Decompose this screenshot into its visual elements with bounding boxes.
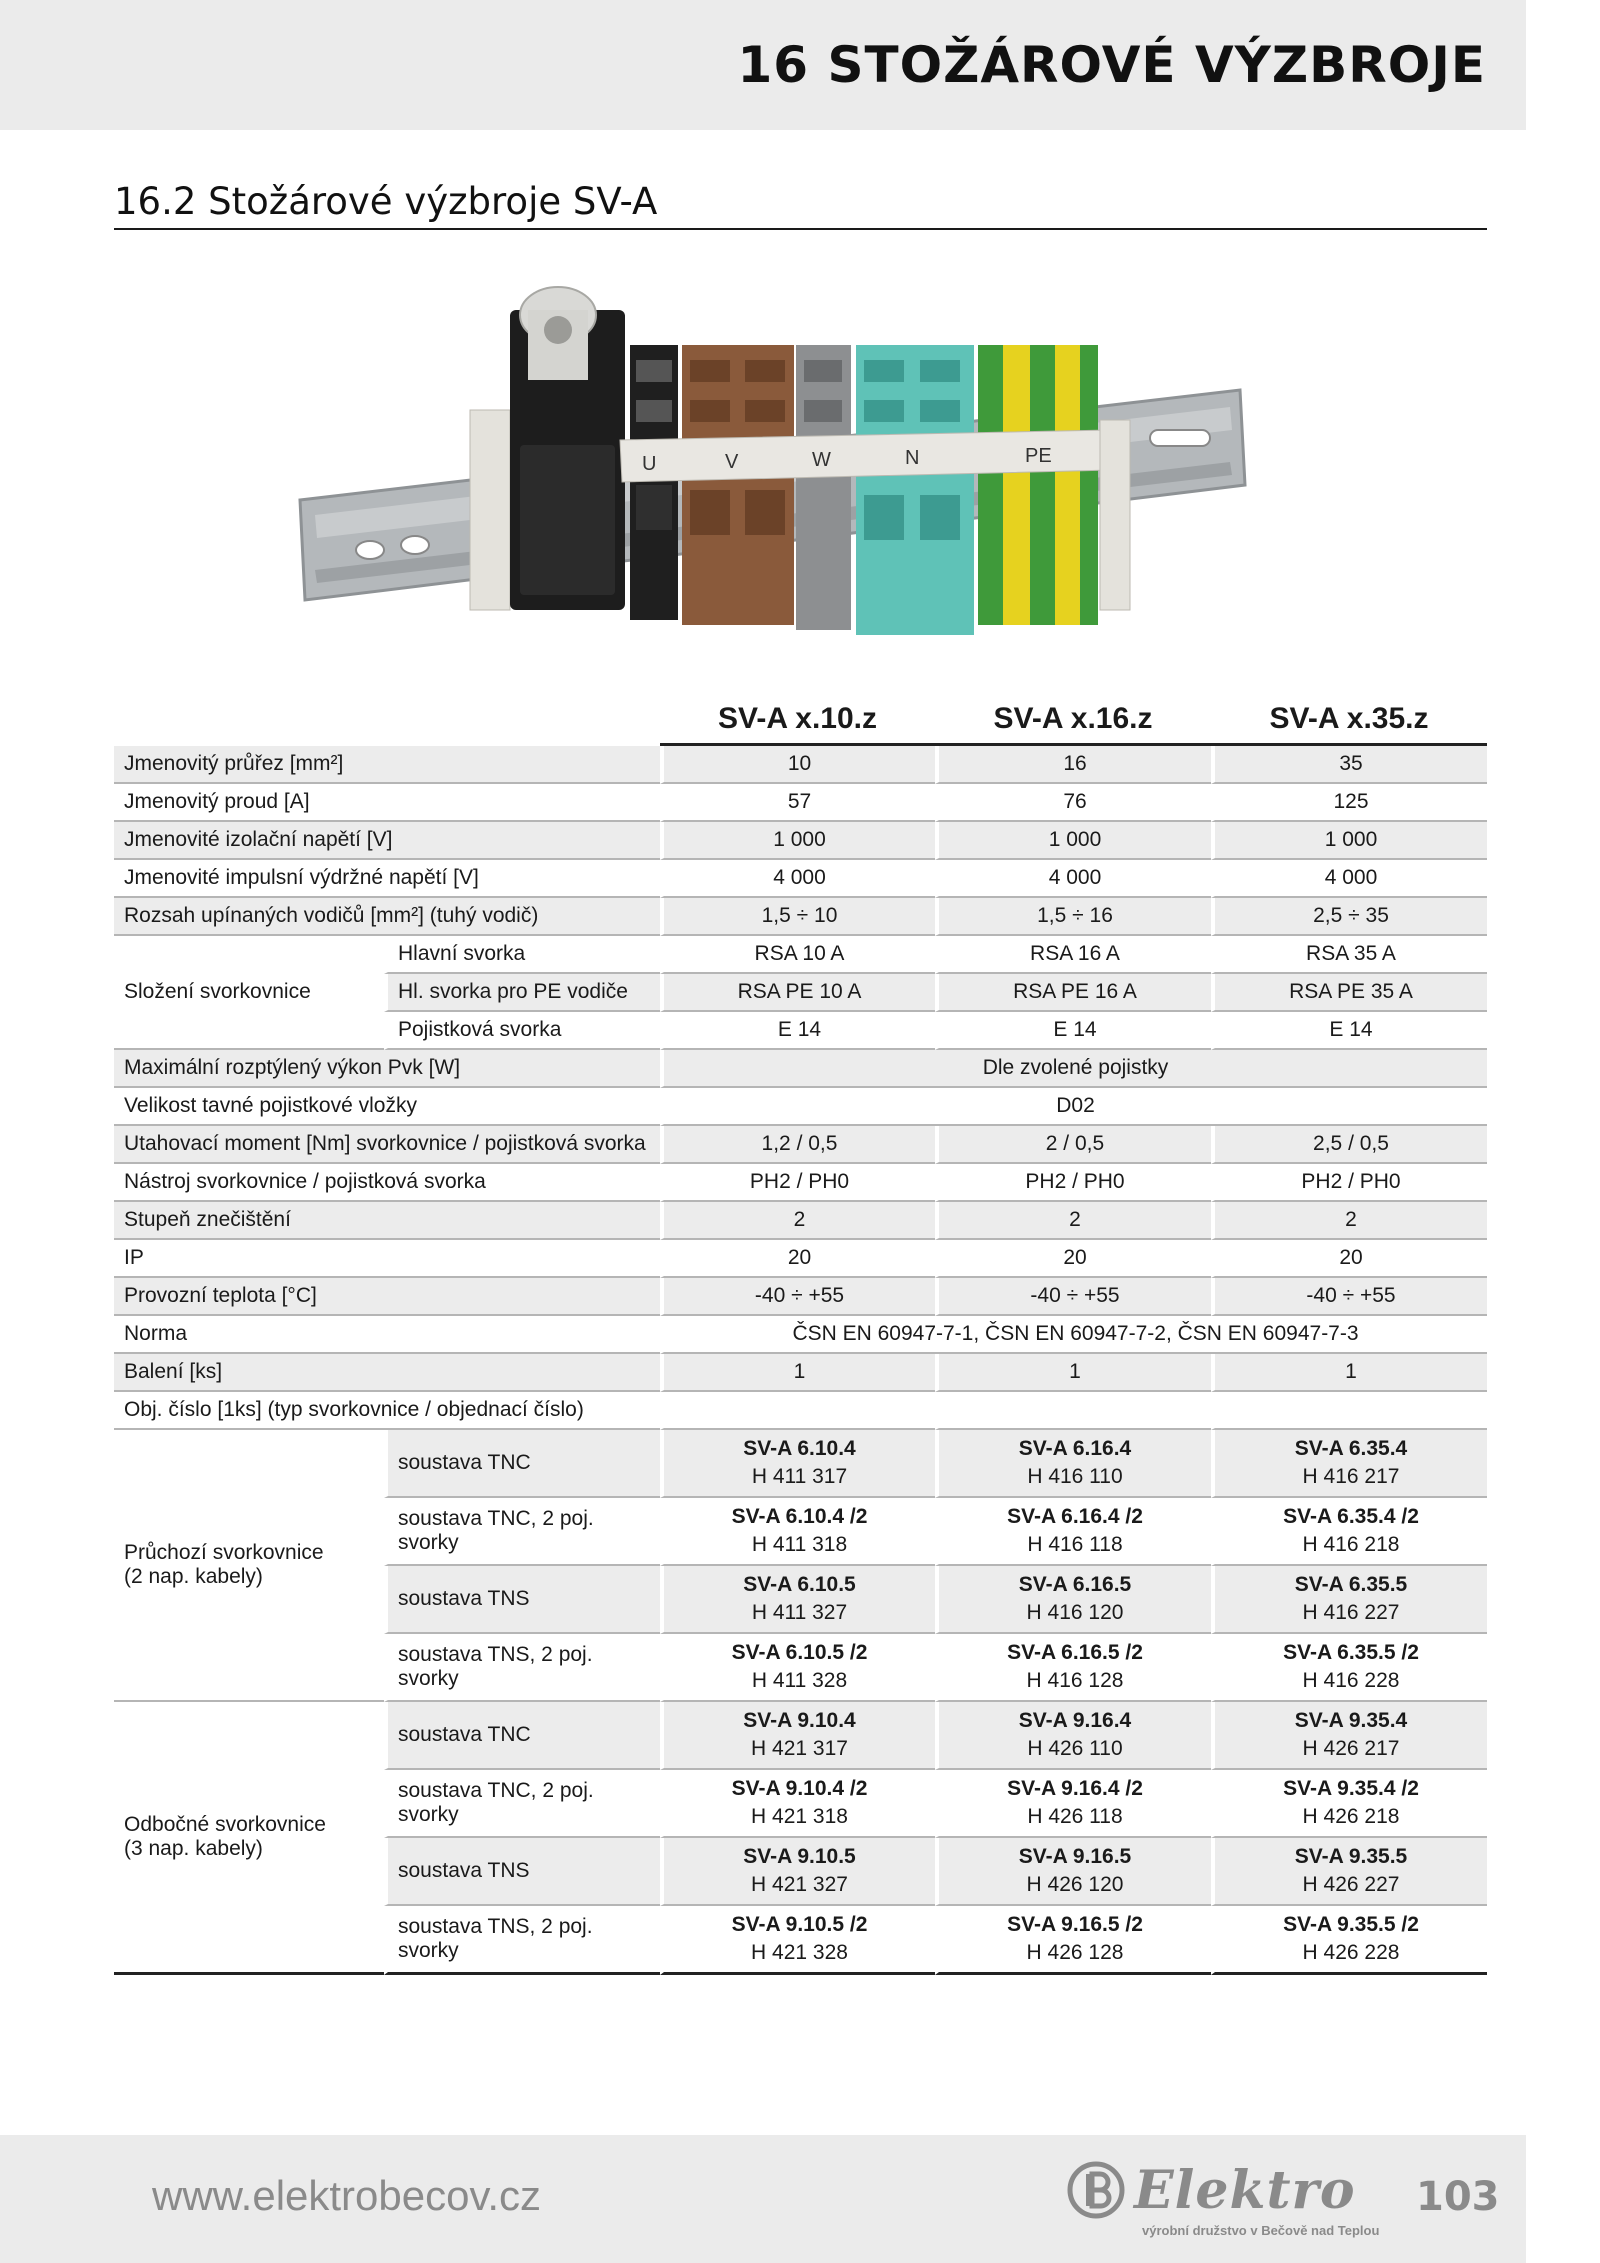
terminal-u [630,345,678,620]
spec-value: 1 000 [1211,822,1487,860]
page-number: 103 [1416,2174,1500,2220]
spec-value: 1,5 ÷ 16 [935,898,1211,936]
spec-value: 76 [935,784,1211,822]
composition-sub-label: Pojistková svorka [384,1012,660,1050]
order-sub-label: soustava TNS, 2 poj. svorky [384,1634,660,1702]
spec-value: 1 [935,1354,1211,1392]
order-sub-label: soustava TNS [384,1566,660,1634]
spec-value: 4 000 [935,860,1211,898]
spec-value: 57 [660,784,935,822]
spec-value: Dle zvolené pojistky [660,1050,1487,1088]
order-row [114,1430,1487,1498]
spec-value: -40 ÷ +55 [935,1278,1211,1316]
spec-label: Stupeň znečištění [114,1202,660,1240]
terminal-v [682,345,794,625]
rail-hole [401,536,429,554]
spec-value: 2,5 ÷ 35 [1211,898,1487,936]
spec-value: 2 [935,1202,1211,1240]
end-clamp-right [1100,420,1130,610]
spec-row [114,746,1487,784]
product-header-row [114,695,1487,746]
spec-value: -40 ÷ +55 [1211,1278,1487,1316]
spec-row [114,860,1487,898]
product-header: SV-A x.16.z [935,695,1211,746]
spec-value: RSA 16 A [935,936,1211,974]
terminal-w [796,345,851,630]
label-w: W [812,449,831,471]
elektro-logo-tagline: výrobní družstvo v Bečově nad Teplou [1142,2223,1380,2238]
order-cell: SV-A 6.10.5 H 411 327 [660,1566,935,1634]
spec-row [114,936,1487,974]
spec-label: Rozsah upínaných vodičů [mm²] (tuhý vodič) [114,898,660,936]
chapter-title: 16 STOŽÁROVÉ VÝZBROJE [737,36,1486,94]
spec-value: 1 000 [935,822,1211,860]
spec-label: Jmenovitý proud [A] [114,784,660,822]
spec-value: 4 000 [1211,860,1487,898]
spec-value: RSA PE 10 A [660,974,935,1012]
order-cell: SV-A 9.16.5 H 426 120 [935,1838,1211,1906]
order-cell: SV-A 6.35.5 H 416 227 [1211,1566,1487,1634]
spec-row [114,1088,1487,1126]
order-cell: SV-A 9.35.4 H 426 217 [1211,1702,1487,1770]
spec-row [114,1392,1487,1430]
composition-group-label: Složení svorkovnice [114,936,384,1050]
spec-label: Velikost tavné pojistkové vložky [114,1088,660,1126]
section-divider [114,228,1487,230]
order-cell: SV-A 9.10.4 /2 H 421 318 [660,1770,935,1838]
order-sub-label: soustava TNC, 2 poj. svorky [384,1498,660,1566]
order-row [114,1702,1487,1770]
order-cell: SV-A 9.35.5 /2 H 426 228 [1211,1906,1487,1975]
spec-row [114,898,1487,936]
spec-value: RSA PE 16 A [935,974,1211,1012]
spec-value: D02 [660,1088,1487,1126]
order-cell: SV-A 9.16.4 /2 H 426 118 [935,1770,1211,1838]
spec-value: 2,5 / 0,5 [1211,1126,1487,1164]
label-pe: PE [1025,445,1052,467]
product-header: SV-A x.10.z [660,695,935,746]
spec-value: 1 [660,1354,935,1392]
spec-row [114,1240,1487,1278]
order-sub-label: soustava TNC, 2 poj. svorky [384,1770,660,1838]
spec-row [114,1278,1487,1316]
section-title: 16.2 Stožárové výzbroje SV-A [114,180,658,223]
spec-value: RSA PE 35 A [1211,974,1487,1012]
spec-label: Balení [ks] [114,1354,660,1392]
spec-value: 2 [660,1202,935,1240]
elektro-logo-icon [1066,2160,1126,2220]
spec-row [114,1126,1487,1164]
terminal-block-photo [290,270,1250,670]
order-cell: SV-A 6.16.4 /2 H 416 118 [935,1498,1211,1566]
order-cell: SV-A 9.10.5 H 421 327 [660,1838,935,1906]
order-cell: SV-A 9.16.4 H 426 110 [935,1702,1211,1770]
spec-row [114,1050,1487,1088]
order-sub-label: soustava TNS [384,1838,660,1906]
spec-label: Jmenovitý průřez [mm²] [114,746,660,784]
label-v: V [725,451,739,473]
order-sub-label: soustava TNS, 2 poj. svorky [384,1906,660,1975]
spec-value: 20 [660,1240,935,1278]
rail-hole [356,541,384,559]
order-cell: SV-A 6.10.5 /2 H 411 328 [660,1634,935,1702]
rail-slot [1150,430,1210,446]
spec-label: Jmenovité izolační napětí [V] [114,822,660,860]
spec-value: RSA 35 A [1211,936,1487,974]
spec-label: Norma [114,1316,660,1354]
order-cell: SV-A 6.35.4 H 416 217 [1211,1430,1487,1498]
spec-value: 20 [1211,1240,1487,1278]
order-sub-label: soustava TNC [384,1430,660,1498]
website-link[interactable]: www.elektrobecov.cz [152,2172,542,2219]
order-cell: SV-A 9.35.4 /2 H 426 218 [1211,1770,1487,1838]
order-cell: SV-A 9.10.5 /2 H 421 328 [660,1906,935,1975]
order-sub-label: soustava TNC [384,1702,660,1770]
spec-value: 1 000 [660,822,935,860]
order-cell: SV-A 6.35.4 /2 H 416 218 [1211,1498,1487,1566]
spec-value: -40 ÷ +55 [660,1278,935,1316]
order-cell: SV-A 6.16.5 /2 H 416 128 [935,1634,1211,1702]
spec-value: 1,5 ÷ 10 [660,898,935,936]
spec-value: 35 [1211,746,1487,784]
spec-value: 2 / 0,5 [935,1126,1211,1164]
order-cell: SV-A 6.16.5 H 416 120 [935,1566,1211,1634]
spec-value: 2 [1211,1202,1487,1240]
order-cell: SV-A 6.35.5 /2 H 416 228 [1211,1634,1487,1702]
order-group-label: Odbočné svorkovnice (3 nap. kabely) [114,1702,384,1975]
spec-value: 1,2 / 0,5 [660,1126,935,1164]
spec-label: Utahovací moment [Nm] svorkovnice / pojistková svorka [114,1126,660,1164]
spec-table [114,695,1487,1975]
spec-label: IP [114,1240,660,1278]
order-cell: SV-A 6.10.4 /2 H 411 318 [660,1498,935,1566]
spec-row [114,1202,1487,1240]
spec-row [114,1164,1487,1202]
order-cell: SV-A 9.16.5 /2 H 426 128 [935,1906,1211,1975]
label-u: U [642,453,657,475]
spec-value: 4 000 [660,860,935,898]
terminal-n [856,345,974,635]
spec-row [114,1354,1487,1392]
spec-label: Obj. číslo [1ks] (typ svorkovnice / objednací číslo) [114,1392,660,1430]
elektro-logo-wordmark: Elektro [1134,2160,1356,2221]
spec-value: ČSN EN 60947-7-1, ČSN EN 60947-7-2, ČSN EN 60947-7-3 [660,1316,1487,1354]
spec-label: Provozní teplota [°C] [114,1278,660,1316]
composition-sub-label: Hlavní svorka [384,936,660,974]
label-n: N [905,447,920,469]
spec-row [114,784,1487,822]
order-cell: SV-A 6.10.4 H 411 317 [660,1430,935,1498]
spec-row [114,822,1487,860]
order-cell: SV-A 6.16.4 H 416 110 [935,1430,1211,1498]
spec-value: 20 [935,1240,1211,1278]
spec-value: E 14 [1211,1012,1487,1050]
spec-value: PH2 / PH0 [935,1164,1211,1202]
spec-value: 1 [1211,1354,1487,1392]
composition-sub-label: Hl. svorka pro PE vodiče [384,974,660,1012]
order-group-label: Průchozí svorkovnice (2 nap. kabely) [114,1430,384,1702]
order-cell: SV-A 9.10.4 H 421 317 [660,1702,935,1770]
spec-row [114,1316,1487,1354]
spec-value: PH2 / PH0 [660,1164,935,1202]
product-header: SV-A x.35.z [1211,695,1487,746]
spec-value: RSA 10 A [660,936,935,974]
spec-value: 16 [935,746,1211,784]
spec-value: 10 [660,746,935,784]
spec-value: 125 [1211,784,1487,822]
order-cell: SV-A 9.35.5 H 426 227 [1211,1838,1487,1906]
end-clamp-left [470,410,510,610]
spec-label: Nástroj svorkovnice / pojistková svorka [114,1164,660,1202]
spec-label: Jmenovité impulsní výdržné napětí [V] [114,860,660,898]
spec-value: E 14 [935,1012,1211,1050]
spec-label: Maximální rozptýlený výkon Pvk [W] [114,1050,660,1088]
spec-value: E 14 [660,1012,935,1050]
spec-value: PH2 / PH0 [1211,1164,1487,1202]
